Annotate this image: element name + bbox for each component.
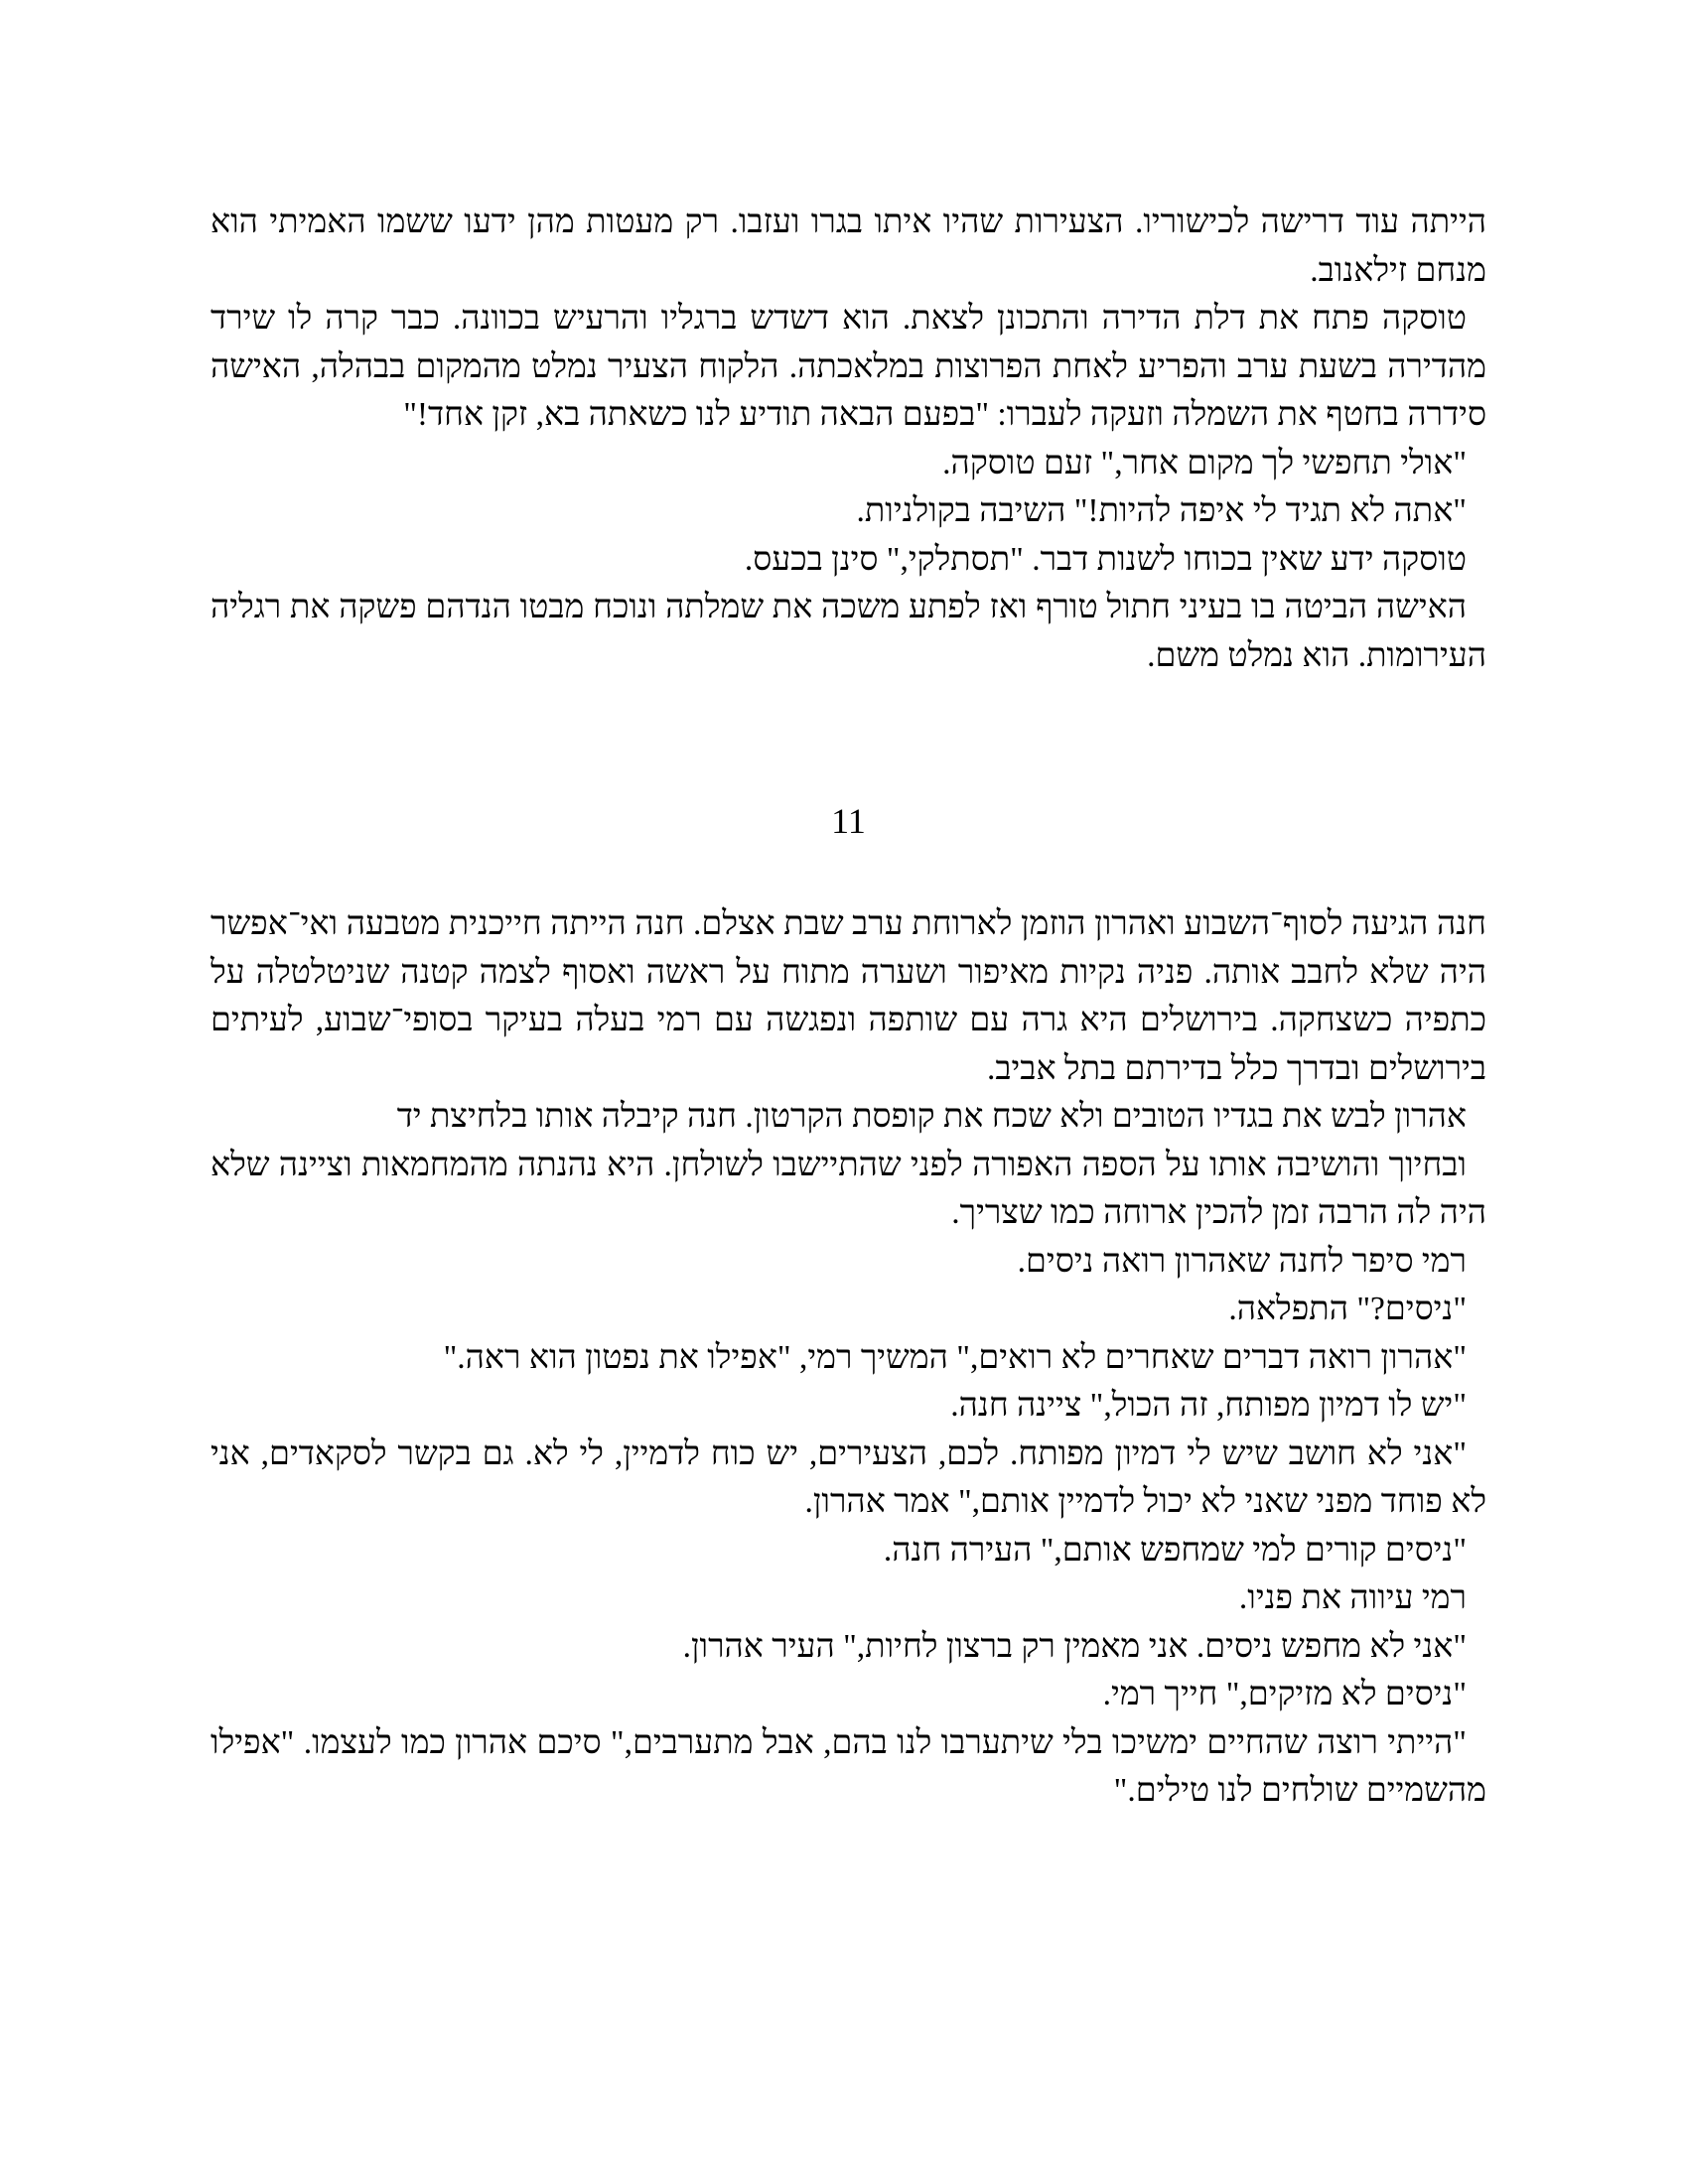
paragraph: "ניסים קורים למי שמחפש אותם," העירה חנה.	[883, 1531, 1467, 1569]
document-page	[211, 199, 1486, 1816]
paragraph: "אני לא מחפש ניסים. אני מאמין רק ברצון לחיות," העיר אהרון.	[682, 1627, 1467, 1665]
paragraph: "יש לו דמיון מפותח, זה הכול," ציינה חנה.	[950, 1387, 1467, 1424]
section-top	[211, 199, 1486, 680]
section-bottom	[211, 900, 1486, 1816]
chapter-number: 11	[831, 801, 866, 841]
paragraph: רמי עיווה את פניו.	[1238, 1579, 1467, 1616]
paragraph: ובחיוך והושיבה אותו על הספה האפורה לפני שהתיישבו לשולחן. היא נהנתה מהמחמאות וציינה שלא היה לה הרבה זמן להכין ארוחה כמו שצריך.	[211, 1146, 1486, 1231]
paragraph: טוסקה פתח את דלת הדירה והתכונן לצאת. הוא דשדש ברגליו והרעיש בכוונה. כבר קרה לו שירד מהדירה בשעת ערב והפריע לאחת הפרוצות במלאכתה. הלקוח הצעיר נמלט מהמקום בבהלה, האישה סידרה בחטף את השמלה וזעקה לעברו: "בפעם הבאה תודיע לנו כשאתה בא, זקן אחד!"	[211, 300, 1486, 433]
paragraph: "אהרון רואה דברים שאחרים לא רואים," המשיך רמי, "אפילו את נפטון הוא ראה."	[443, 1338, 1467, 1376]
paragraph: האישה הביטה בו בעיני חתול טורף ואז לפתע משכה את שמלתה ונוכח מבטו הנדהם פשקה את רגליה העירומות. הוא נמלט משם.	[211, 589, 1486, 674]
paragraph: "אולי תחפשי לך מקום אחר," זעם טוסקה.	[942, 444, 1467, 481]
paragraph: "ניסים?" התפלאה.	[1228, 1291, 1467, 1327]
paragraph: "הייתי רוצה שהחיים ימשיכו בלי שיתערבו לנו בהם, אבל מתערבים," סיכם אהרון כמו לעצמו. "אפילו מהשמיים שולחים לנו טילים."	[211, 1723, 1486, 1809]
paragraph: חנה הגיעה לסוף־השבוע ואהרון הוזמן לארוחת ערב שבת אצלם. חנה הייתה חייכנית מטבעה ואי־אפשר היה שלא לחבב אותה. פניה נקיות מאיפור ושערה מתוח על ראשה ואסוף לצמה קטנה שניטלטלה על כתפיה כשצחקה. בירושלים היא גרה עם שותפה ונפגשה עם רמי בעלה בעיקר בסופי־שבוע, לעיתים בירושלים ובדרך כלל בדירתם בתל אביב.	[211, 905, 1486, 1087]
paragraph: טוסקה ידע שאין בכוחו לשנות דבר. "תסתלקי," סינן בכעס.	[744, 540, 1467, 578]
paragraph: "אני לא חושב שיש לי דמיון מפותח. לכם, הצעירים, יש כוח לדמיין, לי לא. גם בקשר לסקאדים, אני לא פוחד מפני שאני לא יכול לדמיין אותם," אמר אהרון.	[211, 1434, 1486, 1520]
paragraph: "ניסים לא מזיקים," חייך רמי.	[1102, 1676, 1467, 1712]
paragraph: הייתה עוד דרישה לכישוריו. הצעירות שהיו איתו בגרו ועזבו. רק מעטות מהן ידעו ששמו האמיתי הוא מנחם זילאנוב.	[211, 204, 1486, 289]
paragraph: רמי סיפר לחנה שאהרון רואה ניסים.	[1017, 1242, 1467, 1280]
paragraph: "אתה לא תגיד לי איפה להיות!" השיבה בקולניות.	[856, 492, 1467, 529]
paragraph: אהרון לבש את בגדיו הטובים ולא שכח את קופסת הקרטון. חנה קיבלה אותו בלחיצת יד	[396, 1098, 1467, 1135]
